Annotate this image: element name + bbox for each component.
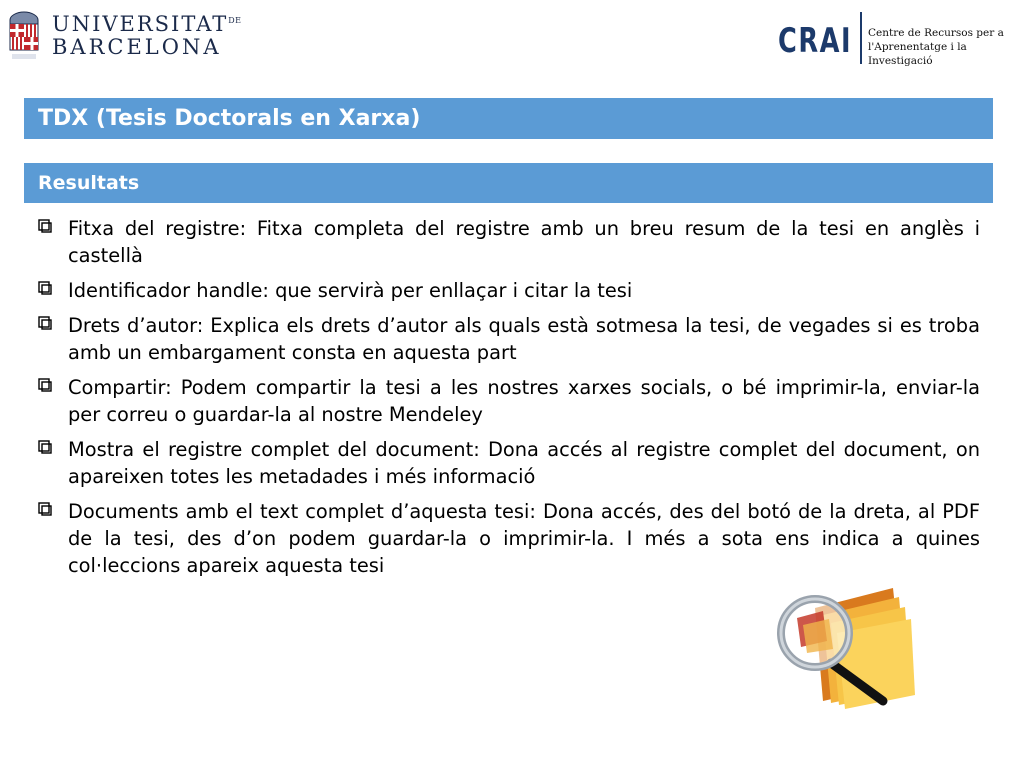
checkbox-bullet-icon [38, 281, 52, 295]
list-item [38, 436, 980, 490]
checkbox-bullet-icon [38, 440, 52, 454]
checkbox-bullet-icon [38, 502, 52, 516]
results-bullet-list [38, 215, 980, 587]
slide-title: TDX (Tesis Doctorals en Xarxa) [24, 98, 993, 139]
university-of-barcelona-shield-icon [6, 10, 42, 62]
list-item-text: Identificador handle: que servirà per enllaçar i citar la tesi [68, 279, 633, 302]
barcelona-label: BARCELONA [52, 35, 222, 59]
list-item [38, 498, 980, 579]
list-item [38, 312, 980, 366]
crai-subtitle [868, 26, 1024, 68]
list-item-text: Compartir: Podem compartir la tesi a les nostres xarxes socials, o bé imprimir-la, enviar-la per correu o guardar-la al nostre Mendeley [68, 376, 980, 426]
slide-header [0, 0, 1024, 70]
list-item [38, 277, 980, 304]
section-heading: Resultats [24, 163, 993, 203]
university-label: UNIVERSITAT [52, 12, 229, 36]
list-item-text: Drets d’autor: Explica els drets d’autor als quals està sotmesa la tesi, de vegades si es troba amb un embargament consta en aquesta part [68, 314, 980, 364]
folders-magnifier-icon [775, 583, 925, 713]
checkbox-bullet-icon [38, 219, 52, 233]
university-wordmark-line1 [52, 10, 242, 35]
list-item-text: Mostra el registre complet del document: Dona accés al registre complet del document, on apareixen totes les metadades i més informació [68, 438, 980, 488]
checkbox-bullet-icon [38, 316, 52, 330]
checkbox-bullet-icon [38, 378, 52, 392]
list-item [38, 215, 980, 269]
list-item-text: Fitxa del registre: Fitxa completa del registre amb un breu resum de la tesi en anglès i castellà [68, 217, 980, 267]
university-de-label: DE [228, 16, 242, 25]
crai-logo-icon [778, 20, 854, 61]
list-item [38, 374, 980, 428]
crai-subtitle-line1: Centre de Recursos per a [868, 27, 1004, 39]
list-item-text: Documents amb el text complet d’aquesta tesi: Dona accés, des del botó de la dreta, al PDF de la tesi, des d’on podem guardar-la o imprimir-la. I més a sota ens indica a quines col·leccions apareix aquesta tesi [68, 500, 980, 577]
crai-logo-text: CRAI [778, 21, 852, 61]
crai-subtitle-line2: l'Aprenentatge i la Investigació [868, 41, 967, 67]
university-wordmark [52, 10, 242, 59]
crai-divider [860, 12, 862, 64]
